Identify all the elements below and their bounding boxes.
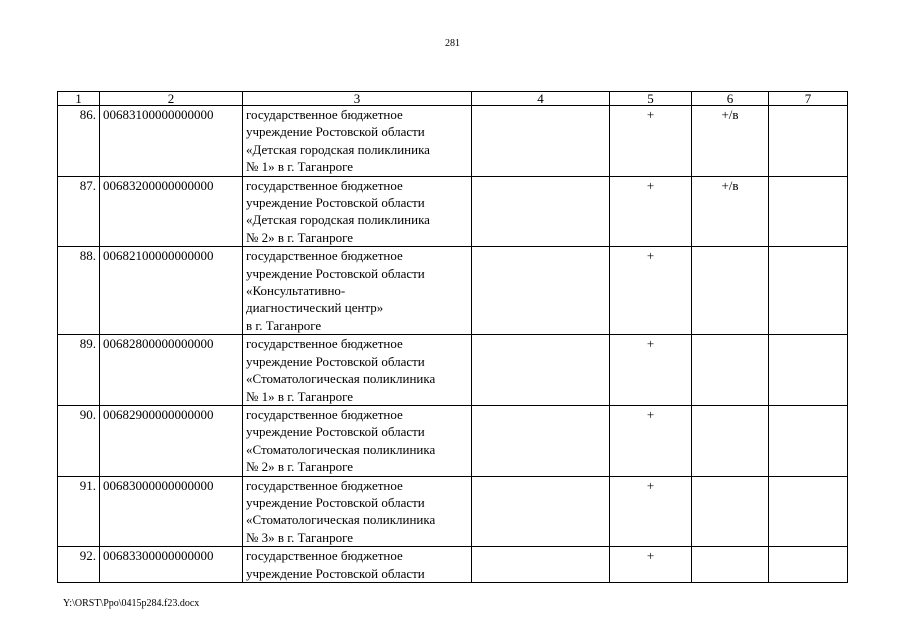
institution-name-line: государственное бюджетное [246,336,403,352]
institution-name-line: государственное бюджетное [246,107,403,122]
column-header-1: 1 [58,92,100,106]
row-col7 [769,405,848,476]
institution-name-line: № 1» в г. Таганроге [246,388,354,404]
institution-name-line: «Детская городская поликлиника [246,212,430,228]
table-row [58,547,848,583]
institution-name-line: государственное бюджетное [246,177,403,193]
row-number: 91. [58,476,100,547]
row-col6-mark [692,476,769,547]
row-code: 00683100000000000 [100,106,243,177]
row-code: 00683000000000000 [100,476,243,547]
row-number: 92. [58,547,100,583]
row-col5-mark: + [610,476,692,547]
row-col4 [472,405,610,476]
row-code: 00682900000000000 [100,405,243,476]
row-number: 87. [58,176,100,247]
row-institution-name [243,176,472,247]
row-col5-mark: + [610,547,692,583]
header-row [58,92,848,106]
row-col6-mark [692,335,769,406]
institution-name-line: № 2» в г. Таганроге [246,229,354,245]
row-institution-name [243,547,472,583]
institution-name-line: «Стоматологическая поликлиника [246,371,436,387]
institution-name-line: № 3» в г. Таганроге [246,529,354,545]
institution-name-line: «Детская городская поликлиника [246,141,430,157]
registry-table [57,91,848,583]
row-col4 [472,247,610,335]
institution-name-line: государственное бюджетное [246,477,403,493]
row-col6-mark [692,547,769,583]
column-header-4: 4 [472,92,610,106]
row-col4 [472,547,610,583]
table-row [58,405,848,476]
table-row [58,247,848,335]
row-col5-mark: + [610,176,692,247]
institution-name-line: диагностический центр» [246,300,384,316]
institution-name-line: государственное бюджетное [246,406,403,422]
table-body [58,106,848,583]
institution-name-line: «Консультативно- [246,283,346,299]
table-row [58,176,848,247]
row-col5-mark: + [610,335,692,406]
row-col6-mark: +/в [692,176,769,247]
row-col4 [472,335,610,406]
footer-file-path: Y:\ORST\Ppo\0415p284.f23.docx [63,598,200,609]
row-institution-name [243,476,472,547]
table-row [58,335,848,406]
row-col7 [769,106,848,177]
row-institution-name [243,247,472,335]
row-number: 86. [58,106,100,177]
row-number: 89. [58,335,100,406]
row-col7 [769,335,848,406]
row-code: 00682100000000000 [100,247,243,335]
row-col6-mark [692,247,769,335]
institution-name-line: учреждение Ростовской области [246,424,425,440]
row-col4 [472,176,610,247]
institution-name-line: учреждение Ростовской области [246,565,425,581]
institution-name-line: № 1» в г. Таганроге [246,159,354,175]
row-col5-mark: + [610,106,692,177]
row-col5-mark: + [610,405,692,476]
institution-name-line: учреждение Ростовской области [246,265,425,281]
row-number: 88. [58,247,100,335]
institution-name-line: учреждение Ростовской области [246,195,425,211]
institution-name-line: «Стоматологическая поликлиника [246,441,436,457]
institution-name-line: учреждение Ростовской области [246,353,425,369]
row-col7 [769,247,848,335]
row-col7 [769,547,848,583]
institution-name-line: в г. Таганроге [246,317,322,333]
table-row [58,106,848,177]
row-col5-mark: + [610,247,692,335]
row-code: 00683300000000000 [100,547,243,583]
institution-name-line: учреждение Ростовской области [246,124,425,140]
institution-name-line: № 2» в г. Таганроге [246,459,354,475]
row-code: 00683200000000000 [100,176,243,247]
column-header-3: 3 [243,92,472,106]
row-col6-mark: +/в [692,106,769,177]
table-row [58,476,848,547]
column-header-7: 7 [769,92,848,106]
institution-name-line: учреждение Ростовской области [246,494,425,510]
column-header-5: 5 [610,92,692,106]
row-number: 90. [58,405,100,476]
row-institution-name [243,335,472,406]
column-header-2: 2 [100,92,243,106]
row-code: 00682800000000000 [100,335,243,406]
row-institution-name [243,106,472,177]
row-col7 [769,176,848,247]
column-header-6: 6 [692,92,769,106]
row-col7 [769,476,848,547]
row-col4 [472,476,610,547]
page-number: 281 [445,38,460,49]
institution-name-line: государственное бюджетное [246,548,403,564]
institution-name-line: «Стоматологическая поликлиника [246,512,436,528]
row-col6-mark [692,405,769,476]
institution-name-line: государственное бюджетное [246,248,403,264]
row-institution-name [243,405,472,476]
row-col4 [472,106,610,177]
